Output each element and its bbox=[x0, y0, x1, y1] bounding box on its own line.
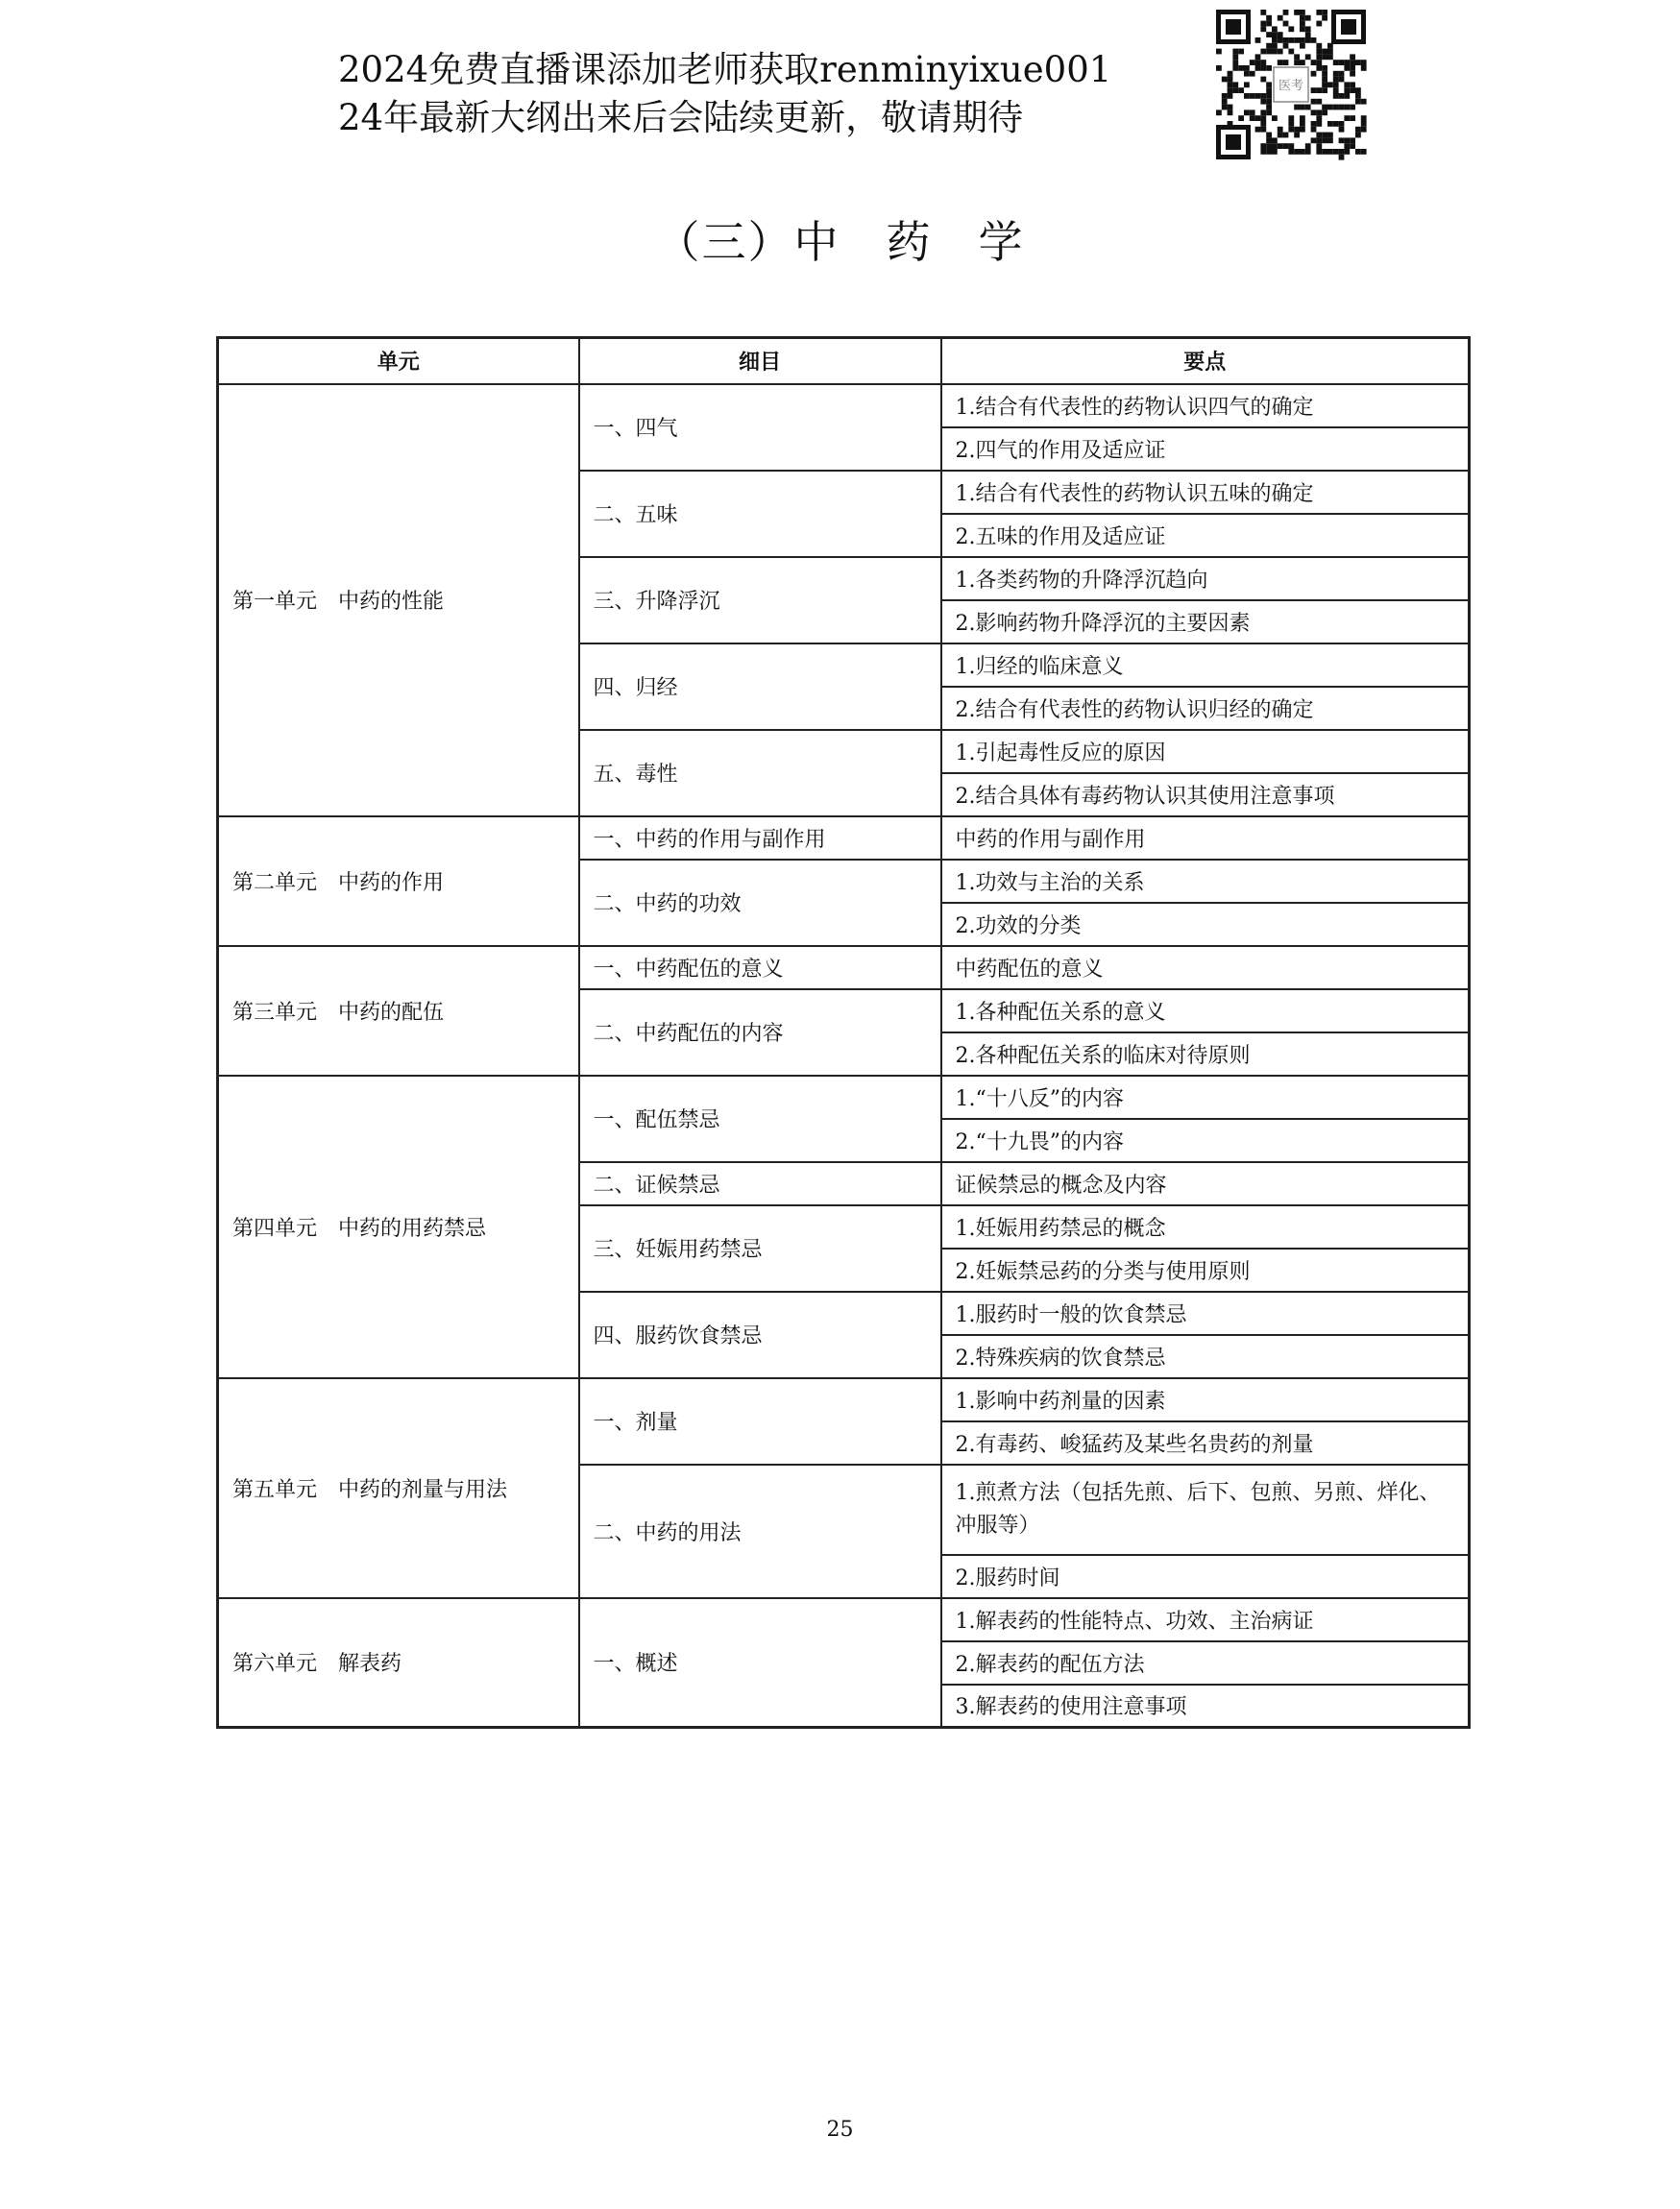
syllabus-table bbox=[216, 336, 1471, 1729]
point-cell: 1.功效与主治的关系 bbox=[941, 860, 1470, 903]
item-cell: 一、中药的作用与副作用 bbox=[579, 816, 941, 860]
point-cell: 1.各类药物的升降浮沉趋向 bbox=[941, 557, 1470, 600]
table-row bbox=[218, 816, 1470, 860]
item-cell: 一、中药配伍的意义 bbox=[579, 946, 941, 989]
section-title-text: （三）中 药 学 bbox=[655, 216, 1025, 268]
point-cell: 1.结合有代表性的药物认识五味的确定 bbox=[941, 471, 1470, 514]
section-title bbox=[0, 207, 1680, 271]
point-cell: 2.五味的作用及适应证 bbox=[941, 514, 1470, 557]
item-cell: 三、升降浮沉 bbox=[579, 557, 941, 643]
point-cell: 1.各种配伍关系的意义 bbox=[941, 989, 1470, 1032]
item-cell: 一、剂量 bbox=[579, 1378, 941, 1465]
point-cell: 2.解表药的配伍方法 bbox=[941, 1641, 1470, 1685]
point-cell: 2.有毒药、峻猛药及某些名贵药的剂量 bbox=[941, 1421, 1470, 1465]
unit-cell: 第三单元 中药的配伍 bbox=[218, 946, 579, 1076]
point-cell: 2.四气的作用及适应证 bbox=[941, 427, 1470, 471]
point-cell: 2.结合有代表性的药物认识归经的确定 bbox=[941, 687, 1470, 730]
point-cell: 1.引起毒性反应的原因 bbox=[941, 730, 1470, 773]
table-header-row bbox=[218, 338, 1470, 384]
unit-cell: 第六单元 解表药 bbox=[218, 1598, 579, 1728]
point-cell: 中药的作用与副作用 bbox=[941, 816, 1470, 860]
point-cell: 1.影响中药剂量的因素 bbox=[941, 1378, 1470, 1421]
header-item: 细目 bbox=[579, 338, 941, 384]
unit-cell: 第一单元 中药的性能 bbox=[218, 384, 579, 816]
header-unit: 单元 bbox=[218, 338, 579, 384]
promo-line-2: 24年最新大纲出来后会陆续更新，敬请期待 bbox=[338, 97, 1024, 138]
item-cell: 五、毒性 bbox=[579, 730, 941, 816]
point-cell: 1.煎煮方法（包括先煎、后下、包煎、另煎、烊化、冲服等） bbox=[941, 1465, 1470, 1555]
table-row bbox=[218, 1076, 1470, 1119]
qr-code bbox=[1212, 6, 1370, 163]
unit-cell: 第四单元 中药的用药禁忌 bbox=[218, 1076, 579, 1378]
item-cell: 二、五味 bbox=[579, 471, 941, 557]
point-cell: 2.妊娠禁忌药的分类与使用原则 bbox=[941, 1249, 1470, 1292]
header-point: 要点 bbox=[941, 338, 1470, 384]
item-cell: 四、服药饮食禁忌 bbox=[579, 1292, 941, 1378]
promo-banner bbox=[338, 46, 1203, 142]
table-row bbox=[218, 384, 1470, 427]
table-row bbox=[218, 1378, 1470, 1421]
point-cell: 1.解表药的性能特点、功效、主治病证 bbox=[941, 1598, 1470, 1641]
item-cell: 三、妊娠用药禁忌 bbox=[579, 1205, 941, 1292]
point-cell: 1.归经的临床意义 bbox=[941, 643, 1470, 687]
point-cell: 2.功效的分类 bbox=[941, 903, 1470, 946]
item-cell: 二、中药的用法 bbox=[579, 1465, 941, 1598]
item-cell: 一、配伍禁忌 bbox=[579, 1076, 941, 1162]
item-cell: 二、中药配伍的内容 bbox=[579, 989, 941, 1076]
point-cell: 中药配伍的意义 bbox=[941, 946, 1470, 989]
point-cell: 2.服药时间 bbox=[941, 1555, 1470, 1598]
point-cell: 2.特殊疾病的饮食禁忌 bbox=[941, 1335, 1470, 1378]
table-row bbox=[218, 946, 1470, 989]
table-row bbox=[218, 1598, 1470, 1641]
point-cell: 2.影响药物升降浮沉的主要因素 bbox=[941, 600, 1470, 643]
promo-line-1: 2024免费直播课添加老师获取renminyixue001 bbox=[338, 49, 1112, 90]
unit-cell: 第五单元 中药的剂量与用法 bbox=[218, 1378, 579, 1598]
point-cell: 证候禁忌的概念及内容 bbox=[941, 1162, 1470, 1205]
point-cell: 1.妊娠用药禁忌的概念 bbox=[941, 1205, 1470, 1249]
item-cell: 一、四气 bbox=[579, 384, 941, 471]
item-cell: 一、概述 bbox=[579, 1598, 941, 1728]
point-cell: 1.结合有代表性的药物认识四气的确定 bbox=[941, 384, 1470, 427]
page-number: 25 bbox=[826, 2118, 854, 2142]
point-cell: 1.服药时一般的饮食禁忌 bbox=[941, 1292, 1470, 1335]
qr-logo-text: 医考 bbox=[1278, 79, 1304, 93]
point-cell: 1.“十八反”的内容 bbox=[941, 1076, 1470, 1119]
item-cell: 二、中药的功效 bbox=[579, 860, 941, 946]
unit-cell: 第二单元 中药的作用 bbox=[218, 816, 579, 946]
point-cell: 2.结合具体有毒药物认识其使用注意事项 bbox=[941, 773, 1470, 816]
point-cell: 2.各种配伍关系的临床对待原则 bbox=[941, 1032, 1470, 1076]
point-cell: 2.“十九畏”的内容 bbox=[941, 1119, 1470, 1162]
item-cell: 二、证候禁忌 bbox=[579, 1162, 941, 1205]
item-cell: 四、归经 bbox=[579, 643, 941, 730]
point-cell: 3.解表药的使用注意事项 bbox=[941, 1685, 1470, 1728]
